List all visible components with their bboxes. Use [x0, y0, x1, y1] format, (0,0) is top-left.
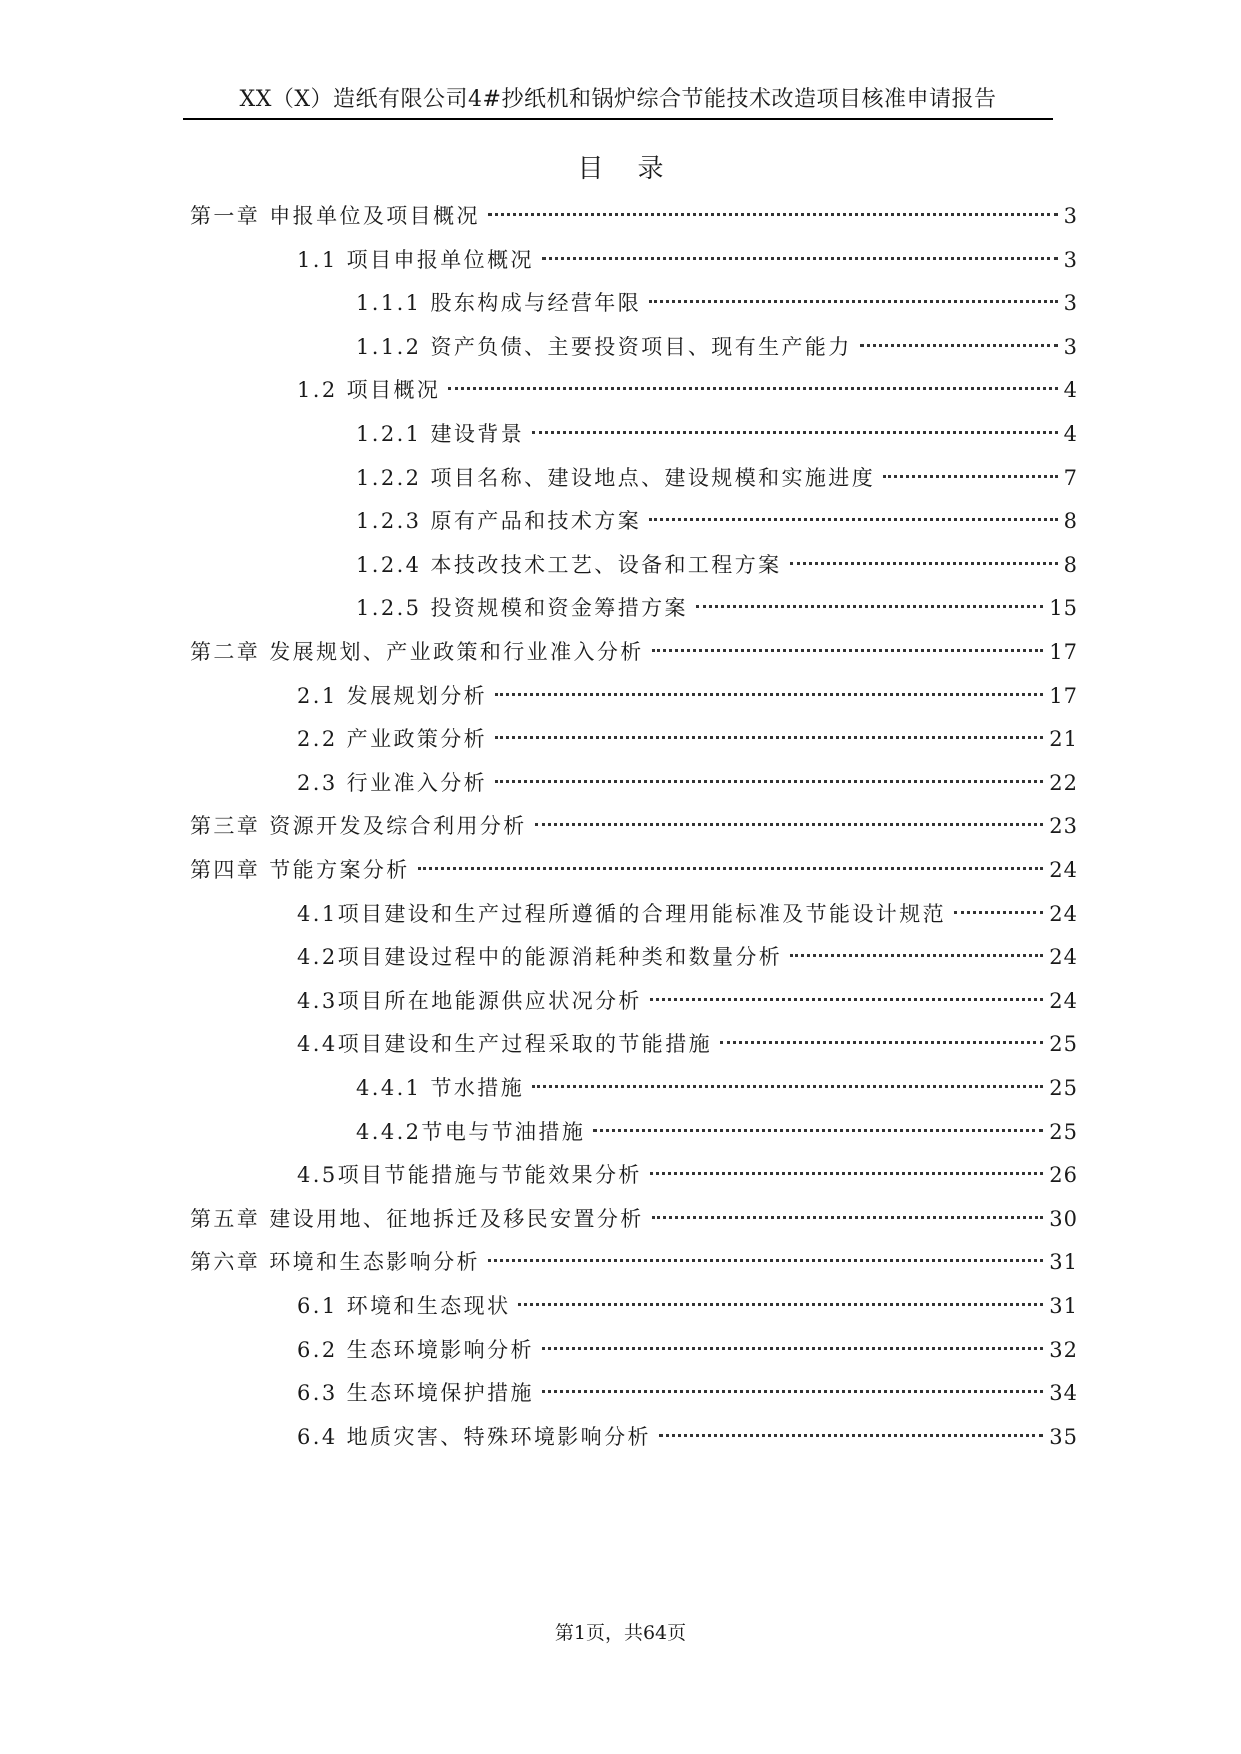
toc-entry-label: 1.1 项目申报单位概况 [297, 247, 534, 272]
page-header-title: XX（X）造纸有限公司4#抄纸机和锅炉综合节能技术改造项目核准申请报告 [239, 87, 997, 112]
toc-entry-label: 2.3 行业准入分析 [297, 770, 488, 795]
toc-entry[interactable] [297, 372, 1078, 408]
toc-entry[interactable] [356, 1070, 1078, 1106]
toc-dot-leader [650, 1172, 1043, 1175]
toc-dot-leader [790, 562, 1058, 565]
toc-entry-label: 6.2 生态环境影响分析 [297, 1337, 534, 1362]
toc-entry-label: 4.4.2节电与节油措施 [356, 1119, 586, 1144]
toc-dot-leader [696, 605, 1043, 608]
toc-entry[interactable] [297, 242, 1078, 278]
toc-entry[interactable] [297, 678, 1078, 714]
toc-dot-leader [649, 300, 1058, 303]
toc-entry[interactable] [190, 1201, 1078, 1237]
toc-entry-page-number: 25 [1049, 1076, 1078, 1100]
toc-entry-page-number: 15 [1049, 596, 1078, 621]
toc-entry-page-number: 21 [1049, 727, 1078, 752]
toc-entry[interactable] [297, 1375, 1078, 1411]
toc-dot-leader [532, 1085, 1043, 1088]
toc-dot-leader [495, 736, 1043, 739]
toc-dot-leader [535, 823, 1044, 826]
toc-entry-page-number: 24 [1049, 988, 1078, 1013]
toc-dot-leader [954, 911, 1043, 914]
toc-entry[interactable] [190, 808, 1078, 844]
toc-dot-leader [720, 1041, 1043, 1044]
toc-entry-label: 第六章 环境和生态影响分析 [190, 1250, 480, 1275]
toc-entry-label: 第二章 发展规划、产业政策和行业准入分析 [190, 640, 644, 664]
toc-entry-page-number: 17 [1049, 683, 1078, 708]
toc-entry-label: 第三章 资源开发及综合利用分析 [190, 814, 527, 839]
toc-entry-label: 1.2 项目概况 [297, 378, 441, 403]
toc-entry-label: 4.2项目建设过程中的能源消耗种类和数量分析 [297, 945, 783, 970]
toc-entry[interactable] [297, 896, 1078, 932]
toc-entry-label: 第一章 申报单位及项目概况 [190, 204, 480, 228]
toc-dot-leader [495, 780, 1043, 783]
toc-entry-page-number: 3 [1063, 247, 1078, 272]
toc-entry[interactable] [190, 852, 1078, 888]
toc-entry-page-number: 8 [1063, 552, 1078, 577]
toc-dot-leader [518, 1303, 1043, 1306]
toc-entry-page-number: 31 [1049, 1250, 1078, 1275]
toc-entry[interactable] [297, 1026, 1078, 1062]
toc-entry[interactable] [356, 547, 1078, 583]
toc-dot-leader [652, 649, 1044, 652]
toc-entry-label: 6.3 生态环境保护措施 [297, 1381, 534, 1406]
toc-entry[interactable] [297, 1157, 1078, 1193]
toc-entry[interactable] [190, 198, 1078, 234]
toc-entry[interactable] [190, 1244, 1078, 1280]
toc-entry-label: 4.3项目所在地能源供应状况分析 [297, 988, 642, 1013]
header-divider [183, 118, 1053, 120]
toc-entry-page-number: 24 [1049, 945, 1078, 970]
toc-entry-label: 第四章 节能方案分析 [190, 858, 410, 882]
toc-entry-label: 2.2 产业政策分析 [297, 727, 488, 752]
toc-entry-label: 1.2.5 投资规模和资金筹措方案 [356, 596, 688, 621]
toc-entry-page-number: 3 [1063, 204, 1078, 228]
toc-dot-leader [652, 1216, 1044, 1219]
toc-dot-leader [593, 1129, 1043, 1132]
toc-entry-page-number: 31 [1049, 1294, 1078, 1318]
toc-dot-leader [488, 213, 1058, 216]
toc-entry-label: 1.2.3 原有产品和技术方案 [356, 509, 642, 534]
toc-entry[interactable] [297, 765, 1078, 801]
toc-entry-page-number: 4 [1063, 422, 1078, 446]
toc-entry-page-number: 7 [1063, 465, 1078, 490]
toc-dot-leader [542, 1347, 1043, 1350]
toc-entry-label: 4.4.1 节水措施 [356, 1076, 525, 1100]
toc-entry[interactable] [190, 634, 1078, 670]
toc-dot-leader [495, 693, 1043, 696]
toc-entry-page-number: 35 [1049, 1424, 1078, 1449]
toc-entry[interactable] [297, 1332, 1078, 1368]
toc-dot-leader [542, 257, 1058, 260]
toc-entry-page-number: 3 [1063, 334, 1078, 359]
toc-entry[interactable] [356, 329, 1078, 365]
toc-entry-page-number: 30 [1049, 1206, 1078, 1231]
toc-dot-leader [649, 518, 1058, 521]
toc-entry[interactable] [356, 590, 1078, 626]
toc-entry-label: 2.1 发展规划分析 [297, 683, 488, 708]
toc-entry-page-number: 4 [1063, 378, 1078, 403]
toc-dot-leader [542, 1390, 1043, 1393]
toc-entry-label: 1.1.1 股东构成与经营年限 [356, 291, 642, 316]
toc-entry-page-number: 34 [1049, 1381, 1078, 1406]
toc-entry-page-number: 25 [1049, 1032, 1078, 1057]
toc-entry[interactable] [356, 285, 1078, 321]
toc-dot-leader [448, 387, 1057, 390]
toc-dot-leader [488, 1259, 1043, 1262]
toc-entry-label: 第五章 建设用地、征地拆迁及移民安置分析 [190, 1206, 644, 1231]
toc-entry-label: 4.1项目建设和生产过程所遵循的合理用能标准及节能设计规范 [297, 901, 946, 926]
toc-entry[interactable] [356, 1114, 1078, 1150]
toc-entry-page-number: 8 [1063, 509, 1078, 534]
toc-entry-page-number: 26 [1049, 1163, 1078, 1188]
toc-entry[interactable] [297, 983, 1078, 1019]
toc-dot-leader [418, 867, 1044, 870]
toc-entry-label: 1.2.1 建设背景 [356, 422, 525, 446]
toc-dot-leader [883, 475, 1058, 478]
page-footer-number: 第1页，共64页 [554, 1622, 687, 1644]
toc-entry-label: 4.4项目建设和生产过程采取的节能措施 [297, 1032, 712, 1057]
toc-entry-label: 1.2.4 本技改技术工艺、设备和工程方案 [356, 552, 782, 577]
toc-entry[interactable] [356, 460, 1078, 496]
toc-entry[interactable] [356, 416, 1078, 452]
toc-title: 目录 [577, 154, 698, 184]
toc-dot-leader [532, 431, 1058, 434]
toc-entry-label: 4.5项目节能措施与节能效果分析 [297, 1163, 642, 1188]
toc-dot-leader [650, 998, 1043, 1001]
toc-entry-page-number: 3 [1063, 291, 1078, 316]
toc-entry[interactable] [297, 1419, 1078, 1455]
toc-entry-label: 1.1.2 资产负债、主要投资项目、现有生产能力 [356, 334, 852, 359]
toc-dot-leader [790, 954, 1043, 957]
toc-entry[interactable] [356, 503, 1078, 539]
toc-entry-page-number: 23 [1049, 814, 1078, 839]
toc-dot-leader [860, 344, 1058, 347]
toc-dot-leader [659, 1434, 1043, 1437]
toc-entry-page-number: 17 [1049, 640, 1078, 664]
toc-entry-label: 1.2.2 项目名称、建设地点、建设规模和实施进度 [356, 465, 876, 490]
toc-entry[interactable] [297, 721, 1078, 757]
toc-entry-page-number: 24 [1049, 901, 1078, 926]
toc-entry[interactable] [297, 1288, 1078, 1324]
toc-entry-page-number: 32 [1049, 1337, 1078, 1362]
toc-entry-page-number: 24 [1049, 858, 1078, 882]
toc-entry[interactable] [297, 939, 1078, 975]
toc-entry-page-number: 25 [1049, 1119, 1078, 1144]
toc-entry-page-number: 22 [1049, 770, 1078, 795]
toc-entry-label: 6.4 地质灾害、特殊环境影响分析 [297, 1424, 651, 1449]
toc-entry-label: 6.1 环境和生态现状 [297, 1294, 511, 1318]
